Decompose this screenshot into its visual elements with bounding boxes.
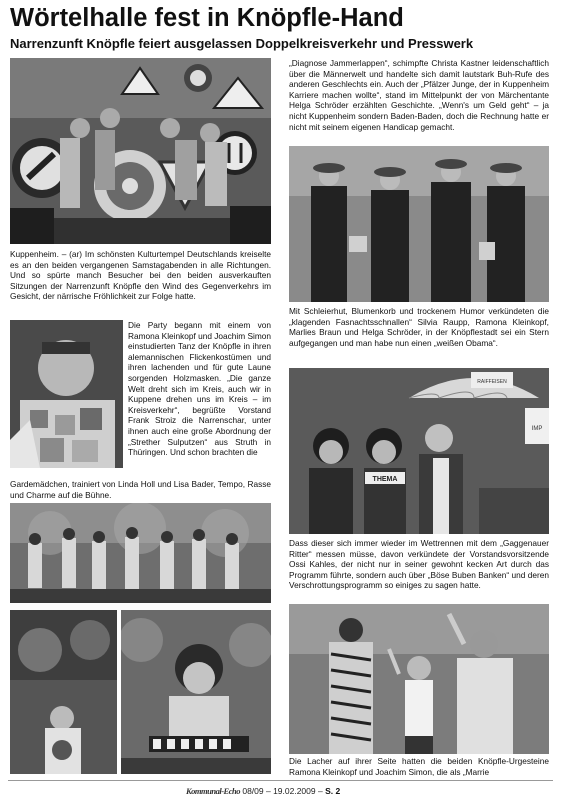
article-ritter-paragraph: Dass dieser sich immer wieder im Wettrennen mit dem „Gaggenauer Ritter“ messen müsse, davon verkündete der Vorstandsvorsitzende Ossi Kahles, der nicht nur in seiner gewohnt kecken Art durch das Programm führte, sondern auch über „Böse Buben Banken“ und deren Verschrottungsprogramm so einiges zu sagen hatte.	[289, 538, 549, 591]
photo-knoepfle-costume	[10, 320, 123, 468]
footer-divider	[8, 780, 553, 781]
publication-logo: Kommunal-Echo	[186, 786, 240, 796]
photo-child-costume	[10, 610, 117, 774]
banner-text: RAIFFEISEN	[477, 379, 507, 385]
photo-presenters-umbrella	[289, 368, 549, 534]
article-headline: Wörtelhalle fest in Knöpfle-Hand	[10, 4, 404, 32]
article-subheadline: Narrenzunft Knöpfle feiert ausgelassen Doppelkreisverkehr und Presswerk	[10, 36, 474, 51]
article-diagnose-paragraph: „Diagnose Jammerlappen“, schimpfte Christa Kastner leidenschaftlich über die Männerwelt und handelte sich damit lautstark Buh-Rufe des anderen Geschlechts ein. Auch der „Pfälzer Junge, der in Kuppenheim Karriere machen wollte“, stand im Mittelpunkt der von Märchentante Helga Schröder erzählten Geschichte. „Wenn's um Geld geht“ – ja nicht Kuppenheim sondern Baden-Baden, doch die Rechnung hatte er nicht mit seinem eigenen Handicap gemacht.	[289, 58, 549, 132]
page-footer	[186, 786, 340, 796]
photo-fasnachtsschnallen	[289, 146, 549, 302]
page-number: S. 2	[325, 786, 341, 796]
article-garde-paragraph: Gardemädchen, trainiert von Linda Holl und Lisa Bader, Tempo, Rasse und Charme auf die Bühne.	[10, 479, 271, 500]
issue-date: 08/09 – 19.02.2009 –	[242, 786, 323, 796]
board-text: THEMA	[372, 476, 398, 483]
photo-garde-dancers	[10, 503, 271, 603]
photo-stage-traffic-signs	[10, 58, 271, 244]
article-schleierhut-paragraph: Mit Schleierhut, Blumenkorb und trockenem Humor verkündeten die „klagenden Fasnachtsschnallen“ Silvia Raupp, Ramona Kleinkopf, Marlies Braun und Helga Schröder, in der Knöpflestadt sei ein Stern aufgegangen und man habe nun einen „weißen Obama“.	[289, 306, 549, 348]
article-intro-paragraph: Kuppenheim. – (ar) Im schönsten Kulturtempel Deutschlands kreiselte es an den beiden vergangenen Samstagabenden in alle Richtungen. Und so spürte manch Besucher bei den beiden ausverkauften Sitzungen der Narrenzunft Knöpfle den Wind des Gegenverkehrs im Gesicht, der närrische Fröhlichkeit zur Folge hatte.	[10, 249, 271, 302]
article-lacher-paragraph: Die Lacher auf ihrer Seite hatten die beiden Knöpfle-Urgesteine Ramona Kleinkopf und Joachim Simon, die als „Marrie	[289, 756, 549, 777]
photo-performers-bottom	[289, 604, 549, 754]
sign-text: IMP	[531, 426, 543, 432]
article-party-paragraph: Die Party begann mit einem von Ramona Kleinkopf und Joachim Simon einstudierten Tanz der Knöpfle in ihren alemannischen Flickenkostümen und ihren lachenden und für gute Laune sorgenden Holzmasken. „Die ganze Welt dreht sich im Kreis, auch wir in Kuppene drehen uns im Kreis – im Kreisverkehr“, begrüßte Vorstand Frank Stroiz die Narrenschar, unter ihnen auch eine große Abordnung der „Strether Sulputzen“ aus Struth in Thüringen. Und schon brachten die	[128, 320, 271, 458]
photo-singer-on-stage	[121, 610, 271, 774]
